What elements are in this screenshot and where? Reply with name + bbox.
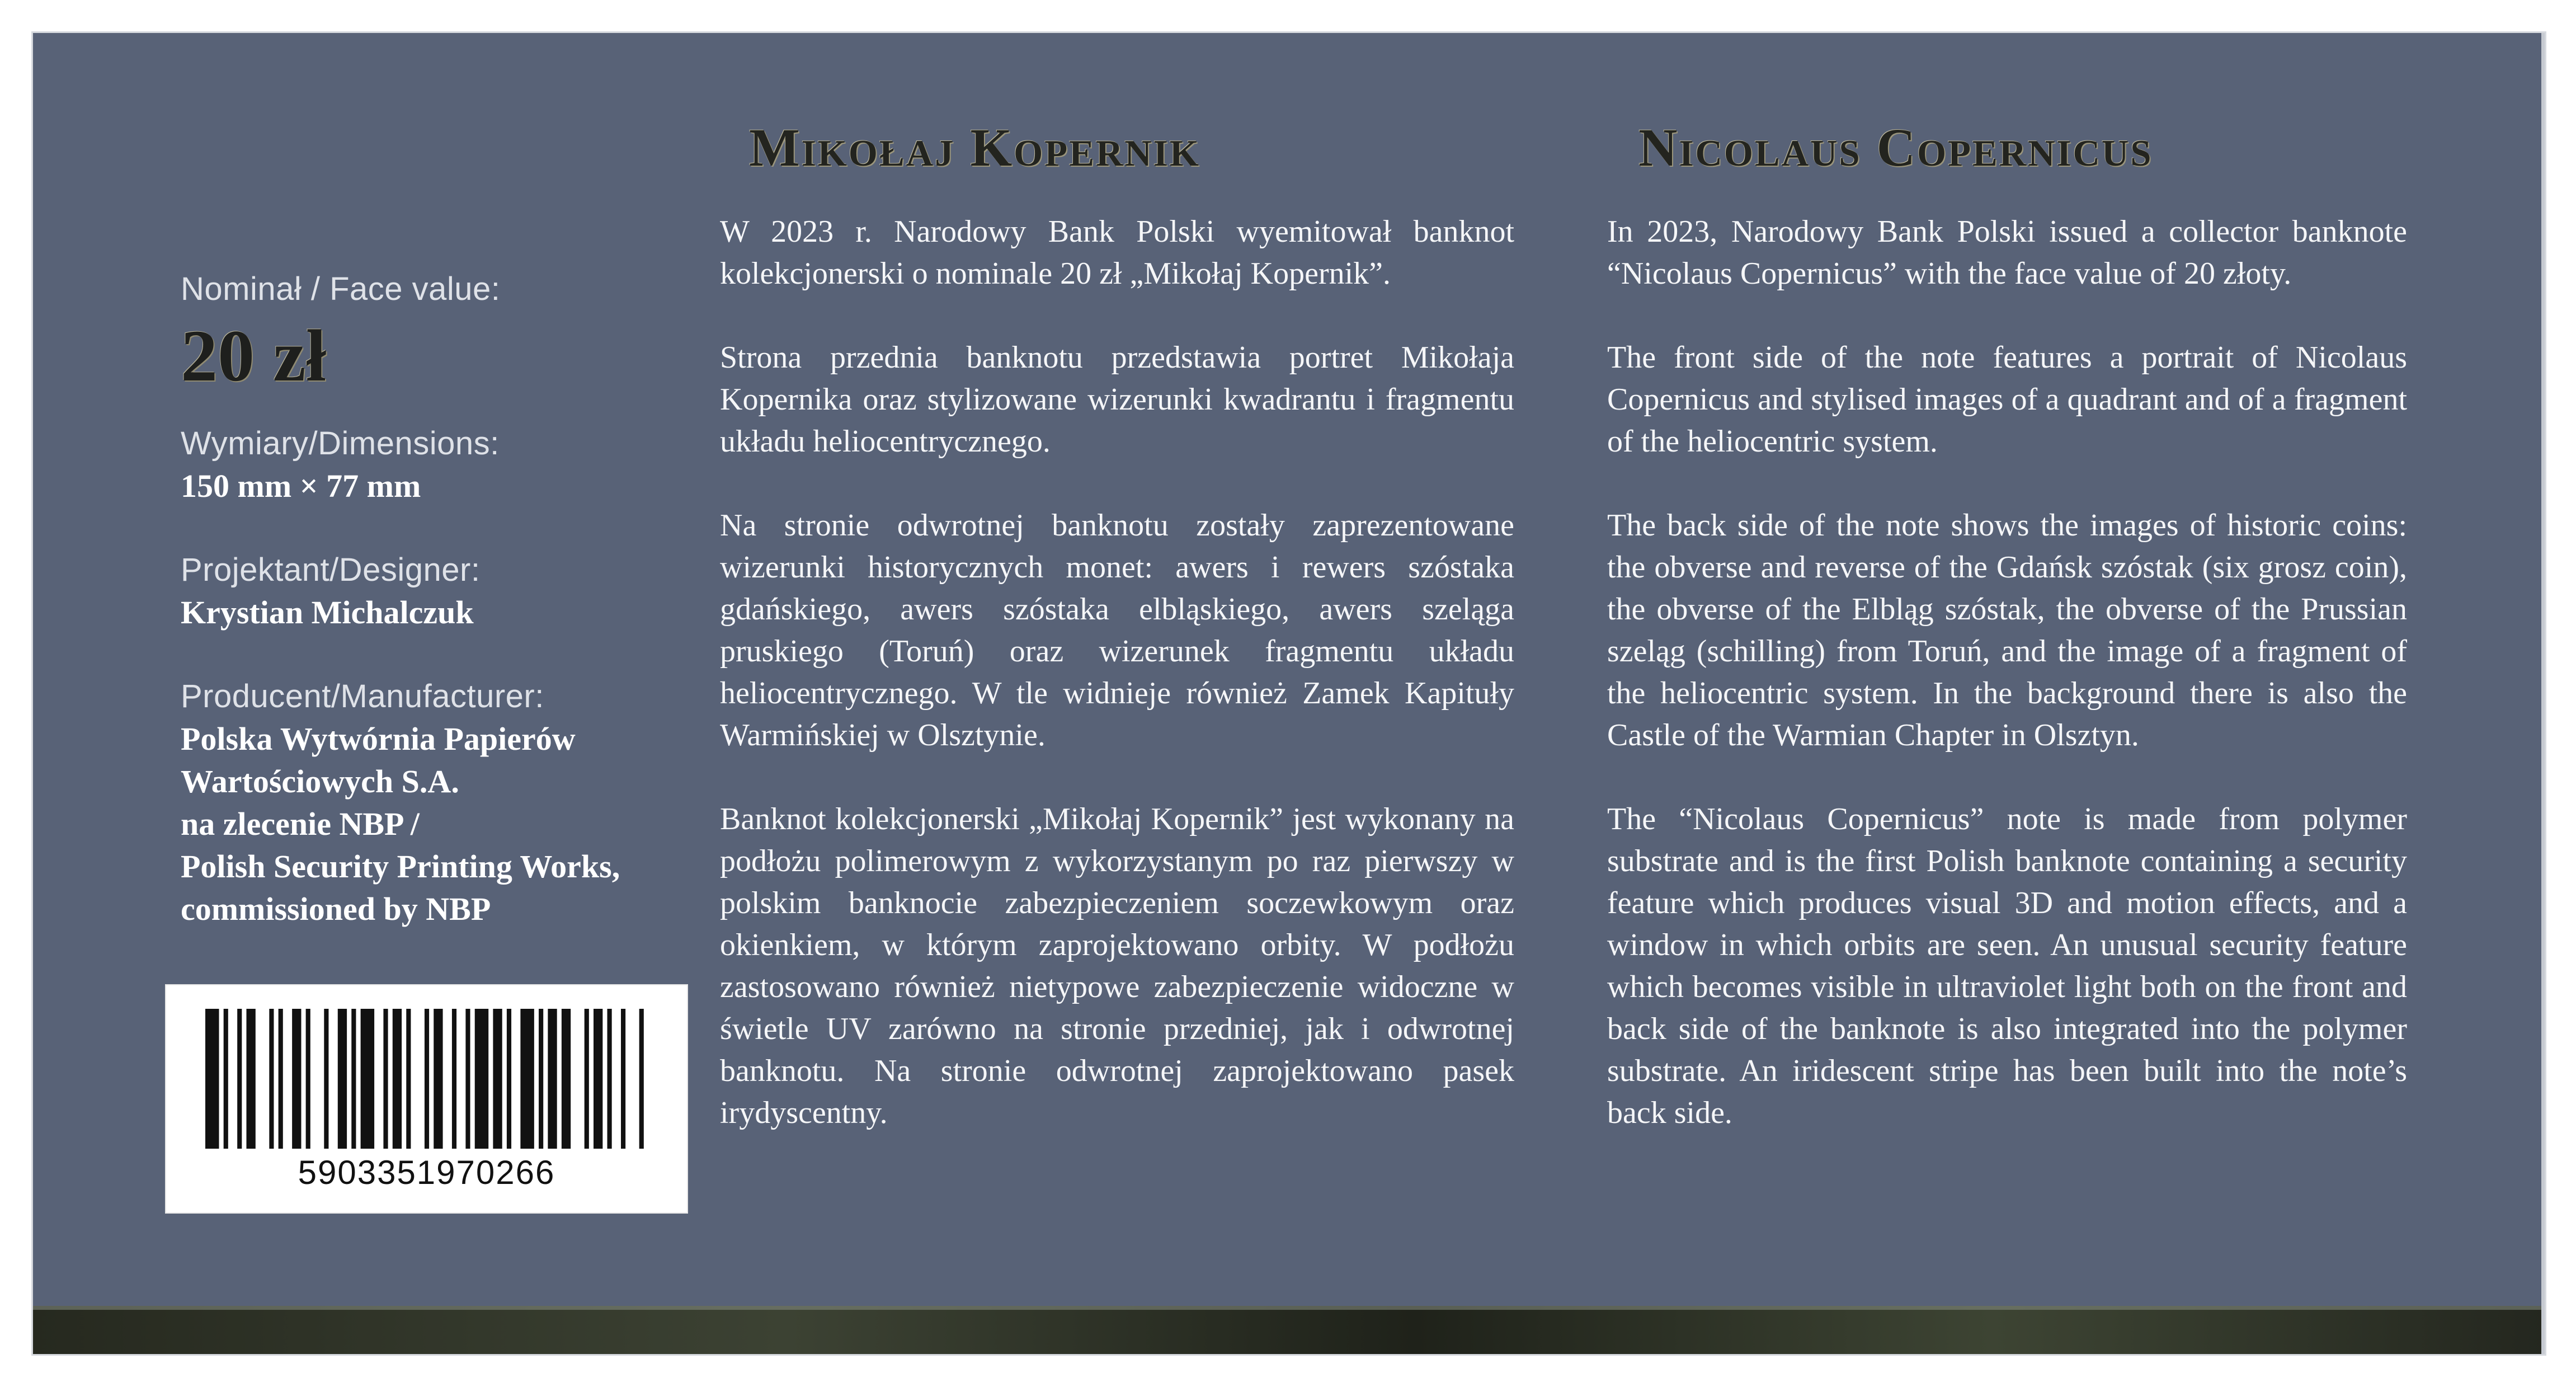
barcode-bar <box>520 1009 534 1149</box>
barcode-bar <box>292 1009 301 1149</box>
manufacturer-line: Wartościowych S.A. <box>181 763 459 800</box>
designer-label: Projektant/Designer: <box>181 552 481 588</box>
polish-heading: Mikołaj Kopernik <box>749 117 1200 177</box>
barcode-bar <box>361 1009 374 1149</box>
designer-block <box>181 549 684 634</box>
barcode-bar <box>425 1009 429 1149</box>
barcode-bar <box>465 1009 470 1149</box>
polish-text-column <box>720 117 1514 1134</box>
barcode-bar <box>351 1009 356 1149</box>
dimensions-label: Wymiary/Dimensions: <box>181 425 500 462</box>
barcode-bar <box>562 1009 571 1149</box>
face-value-label: Nominał / Face value: <box>181 271 501 307</box>
english-paragraph: The back side of the note shows the images of historic coins: the obverse and reverse of the Gdańsk szóstak (six grosz coin), the obverse of the Elbląg szóstak, the obverse of the Prussian szeląg (schilling) from Toruń, and the image of a fragment of the heliocentric system. In the background there is also the Castle of the Warmian Chapter in Olsztyn. <box>1607 508 2407 753</box>
banknote-folder-card <box>31 31 2546 1356</box>
specifications-panel <box>181 268 684 972</box>
barcode-bar <box>393 1009 402 1149</box>
barcode-bar <box>279 1009 283 1149</box>
barcode-bar <box>639 1009 644 1149</box>
barcode-icon <box>205 1009 648 1149</box>
barcode-bar <box>269 1009 274 1149</box>
designer-value: Krystian Michalczuk <box>181 594 474 631</box>
barcode-bar <box>585 1009 589 1149</box>
barcode-bar <box>246 1009 255 1149</box>
face-value-block <box>181 268 684 398</box>
english-paragraph: The “Nicolaus Copernicus” note is made from polymer substrate and is the first Polish banknote containing a security feature which produces visual 3D and motion effects, and a window in which orbits are seen. An unusual security feature which becomes visible in ultraviolet light both on the front and back side of the banknote is also integrated into the polymer substrate. An iridescent stripe has been built into the note’s back side. <box>1607 802 2407 1130</box>
folder-edge <box>2541 33 2545 1354</box>
manufacturer-line: na zlecenie NBP / <box>181 806 420 842</box>
barcode-bar <box>237 1009 242 1149</box>
barcode-bar <box>539 1009 543 1149</box>
manufacturer-block <box>181 675 684 930</box>
barcode-bar <box>493 1009 502 1149</box>
english-heading: Nicolaus Copernicus <box>1638 117 2153 177</box>
barcode-bar <box>607 1009 612 1149</box>
english-paragraph: The front side of the note features a portrait of Nicolaus Copernicus and stylised images of a quadrant and of a fragment of the heliocentric system. <box>1607 340 2407 459</box>
foil-stripe <box>33 1306 2545 1354</box>
polish-paragraph: Banknot kolekcjonerski „Mikołaj Kopernik” jest wykonany na podłożu polimerowym z wykorzystanym po raz pierwszy w polskim banknocie zabezpieczeniem soczewkowym oraz okienkiem, w którym zaprojektowano orbity. W podłożu zastosowano również nietypowe zabezpieczenie widoczne w świetle UV zarówno na stronie przedniej, jak i odwrotnej banknotu. Na stronie odwrotnej zaprojektowano pasek irydyscentny. <box>720 802 1514 1130</box>
barcode-bar <box>224 1009 228 1149</box>
dimensions-block <box>181 422 684 507</box>
manufacturer-line: Polish Security Printing Works, <box>181 848 620 885</box>
polish-paragraph: W 2023 r. Narodowy Bank Polski wyemitował banknot kolekcjonerski o nominale 20 zł „Mikołaj Kopernik”. <box>720 214 1514 291</box>
manufacturer-line: Polska Wytwórnia Papierów <box>181 721 576 757</box>
barcode-bar <box>338 1009 347 1149</box>
barcode-bar <box>594 1009 602 1149</box>
barcode-bar <box>306 1009 310 1149</box>
barcode-bar <box>434 1009 442 1149</box>
barcode-bar <box>324 1009 328 1149</box>
face-value: 20 zł <box>181 314 327 397</box>
barcode-bar <box>475 1009 488 1149</box>
polish-paragraph: Strona przednia banknotu przedstawia portret Mikołaja Kopernika oraz stylizowane wizerunki kwadrantu i fragmentu układu heliocentrycznego. <box>720 340 1514 459</box>
barcode-bar <box>406 1009 411 1149</box>
barcode-bar <box>205 1009 219 1149</box>
barcode-label <box>165 984 688 1214</box>
barcode-number: 5903351970266 <box>298 1154 555 1191</box>
barcode-bar <box>621 1009 625 1149</box>
polish-paragraph: Na stronie odwrotnej banknotu zostały zaprezentowane wizerunki historycznych monet: awers i rewers szóstaka gdańskiego, awers szóstaka elbląskiego, awers szeląga pruskiego (Toruń) oraz wizerunek fragmentu układu heliocentrycznego. W tle widnieje również Zamek Kapituły Warmińskiej w Olsztynie. <box>720 508 1514 753</box>
manufacturer-line: commissioned by NBP <box>181 891 491 927</box>
manufacturer-label: Producent/Manufacturer: <box>181 678 544 714</box>
barcode-bar <box>507 1009 511 1149</box>
barcode-bar <box>452 1009 456 1149</box>
barcode-bar <box>548 1009 557 1149</box>
dimensions-value: 150 mm × 77 mm <box>181 468 421 504</box>
english-text-column <box>1607 117 2407 1134</box>
barcode-bar <box>383 1009 388 1149</box>
english-paragraph: In 2023, Narodowy Bank Polski issued a collector banknote “Nicolaus Copernicus” with the face value of 20 złoty. <box>1607 214 2407 291</box>
